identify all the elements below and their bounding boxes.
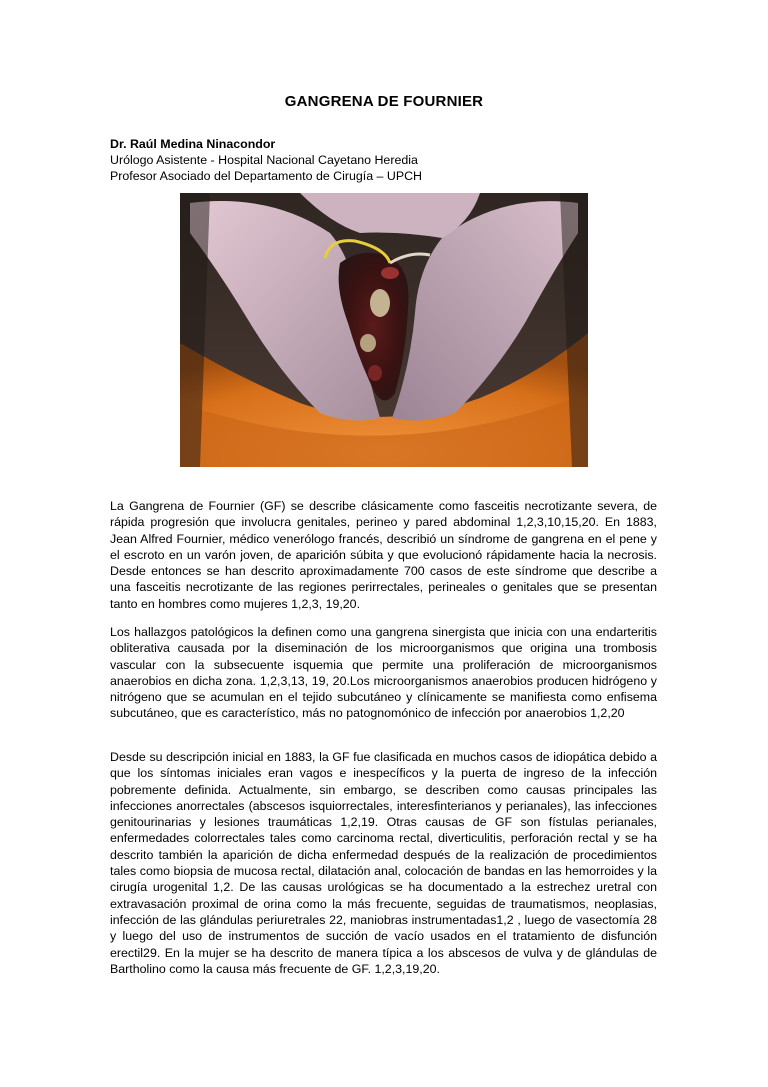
page-title: GANGRENA DE FOURNIER — [284, 93, 484, 110]
paragraph-2: Los hallazgos patológicos la definen como una gangrena sinergista que inicia con una endarteritis obliterativa causada por la diseminación de los microorganismos que origina una trombosis vascular con la subsecuente isquemia que permite una proliferación de microorganismos anaerobios en dicha zona. 1,2,3,13, 19, 20.Los microorganismos anaerobios producen hidrógeno y nitrógeno que se acumulan en el tejido subcutáneo y clínicamente se manifiesta como enfisema subcutáneo, que es característico, más no patognomónico de infección por anaerobios 1,2,20 — [110, 625, 657, 721]
paragraph-3: Desde su descripción inicial en 1883, la GF fue clasificada en muchos casos de idiopática debido a que los síntomas iniciales eran vagos e inespecíficos y la puerta de ingreso de la infección pobremente definida. Actualmente, sin embargo, se describen como causas principales las infecciones anorrectales (abscesos isquiorrectales, interesfinterianos y perianales), las infecciones genitourinarias y lesiones traumáticas 1,2,19. Otras causas de GF son fístulas perianales, enfermedades colorrectales tales como carcinoma rectal, diverticulitis, perforación rectal y se ha descrito también la aparición de dicha enfermedad después de la realización de procedimientos tales como biopsia de mucosa rectal, dilatación anal, colocación de bandas en las hemorroides y la cirugía urogenital 1,2. De las causas urológicas se ha documentado a la estrechez uretral con extravasación proximal de orina como la más frecuente, seguidas de traumatismos, neoplasias, infección de las glándulas periuretrales 22, maniobras instrumentadas1,2 , luego de vasectomía 28 y luego del uso de instrumentos de succión de vacío usados en el tratamiento de disfunción erectil29. En la mujer se ha descrito de manera típica a los abscesos de vulva y de glándulas de Bartholino como la causa más frecuente de GF. 1,2,3,19,20. — [110, 750, 657, 976]
author-affiliation: Profesor Asociado del Departamento de Cirugía – UPCH — [110, 169, 422, 183]
clinical-photo — [180, 193, 588, 467]
clinical-photo-illustration — [180, 193, 588, 467]
author-block — [110, 136, 422, 184]
author-name: Dr. Raúl Medina Ninacondor — [110, 137, 276, 151]
paragraph-1: La Gangrena de Fournier (GF) se describe clásicamente como fasceitis necrotizante severa, de rápida progresión que involucra genitales, perineo y pared abdominal 1,2,3,10,15,20. En 1883, Jean Alfred Fournier, médico venerólogo francés, describió un síndrome de gangrena en el pene y el escroto en un varón joven, de aparición súbita y que evolucionó rápidamente hacia la necrosis. Desde entonces se han descrito aproximadamente 700 casos de este síndrome que describe a una fasceitis necrotizante de las regiones perirrectales, perineales o genitales que se presentan tanto en hombres como mujeres 1,2,3, 19,20. — [110, 499, 657, 611]
author-position: Urólogo Asistente - Hospital Nacional Cayetano Heredia — [110, 153, 418, 167]
